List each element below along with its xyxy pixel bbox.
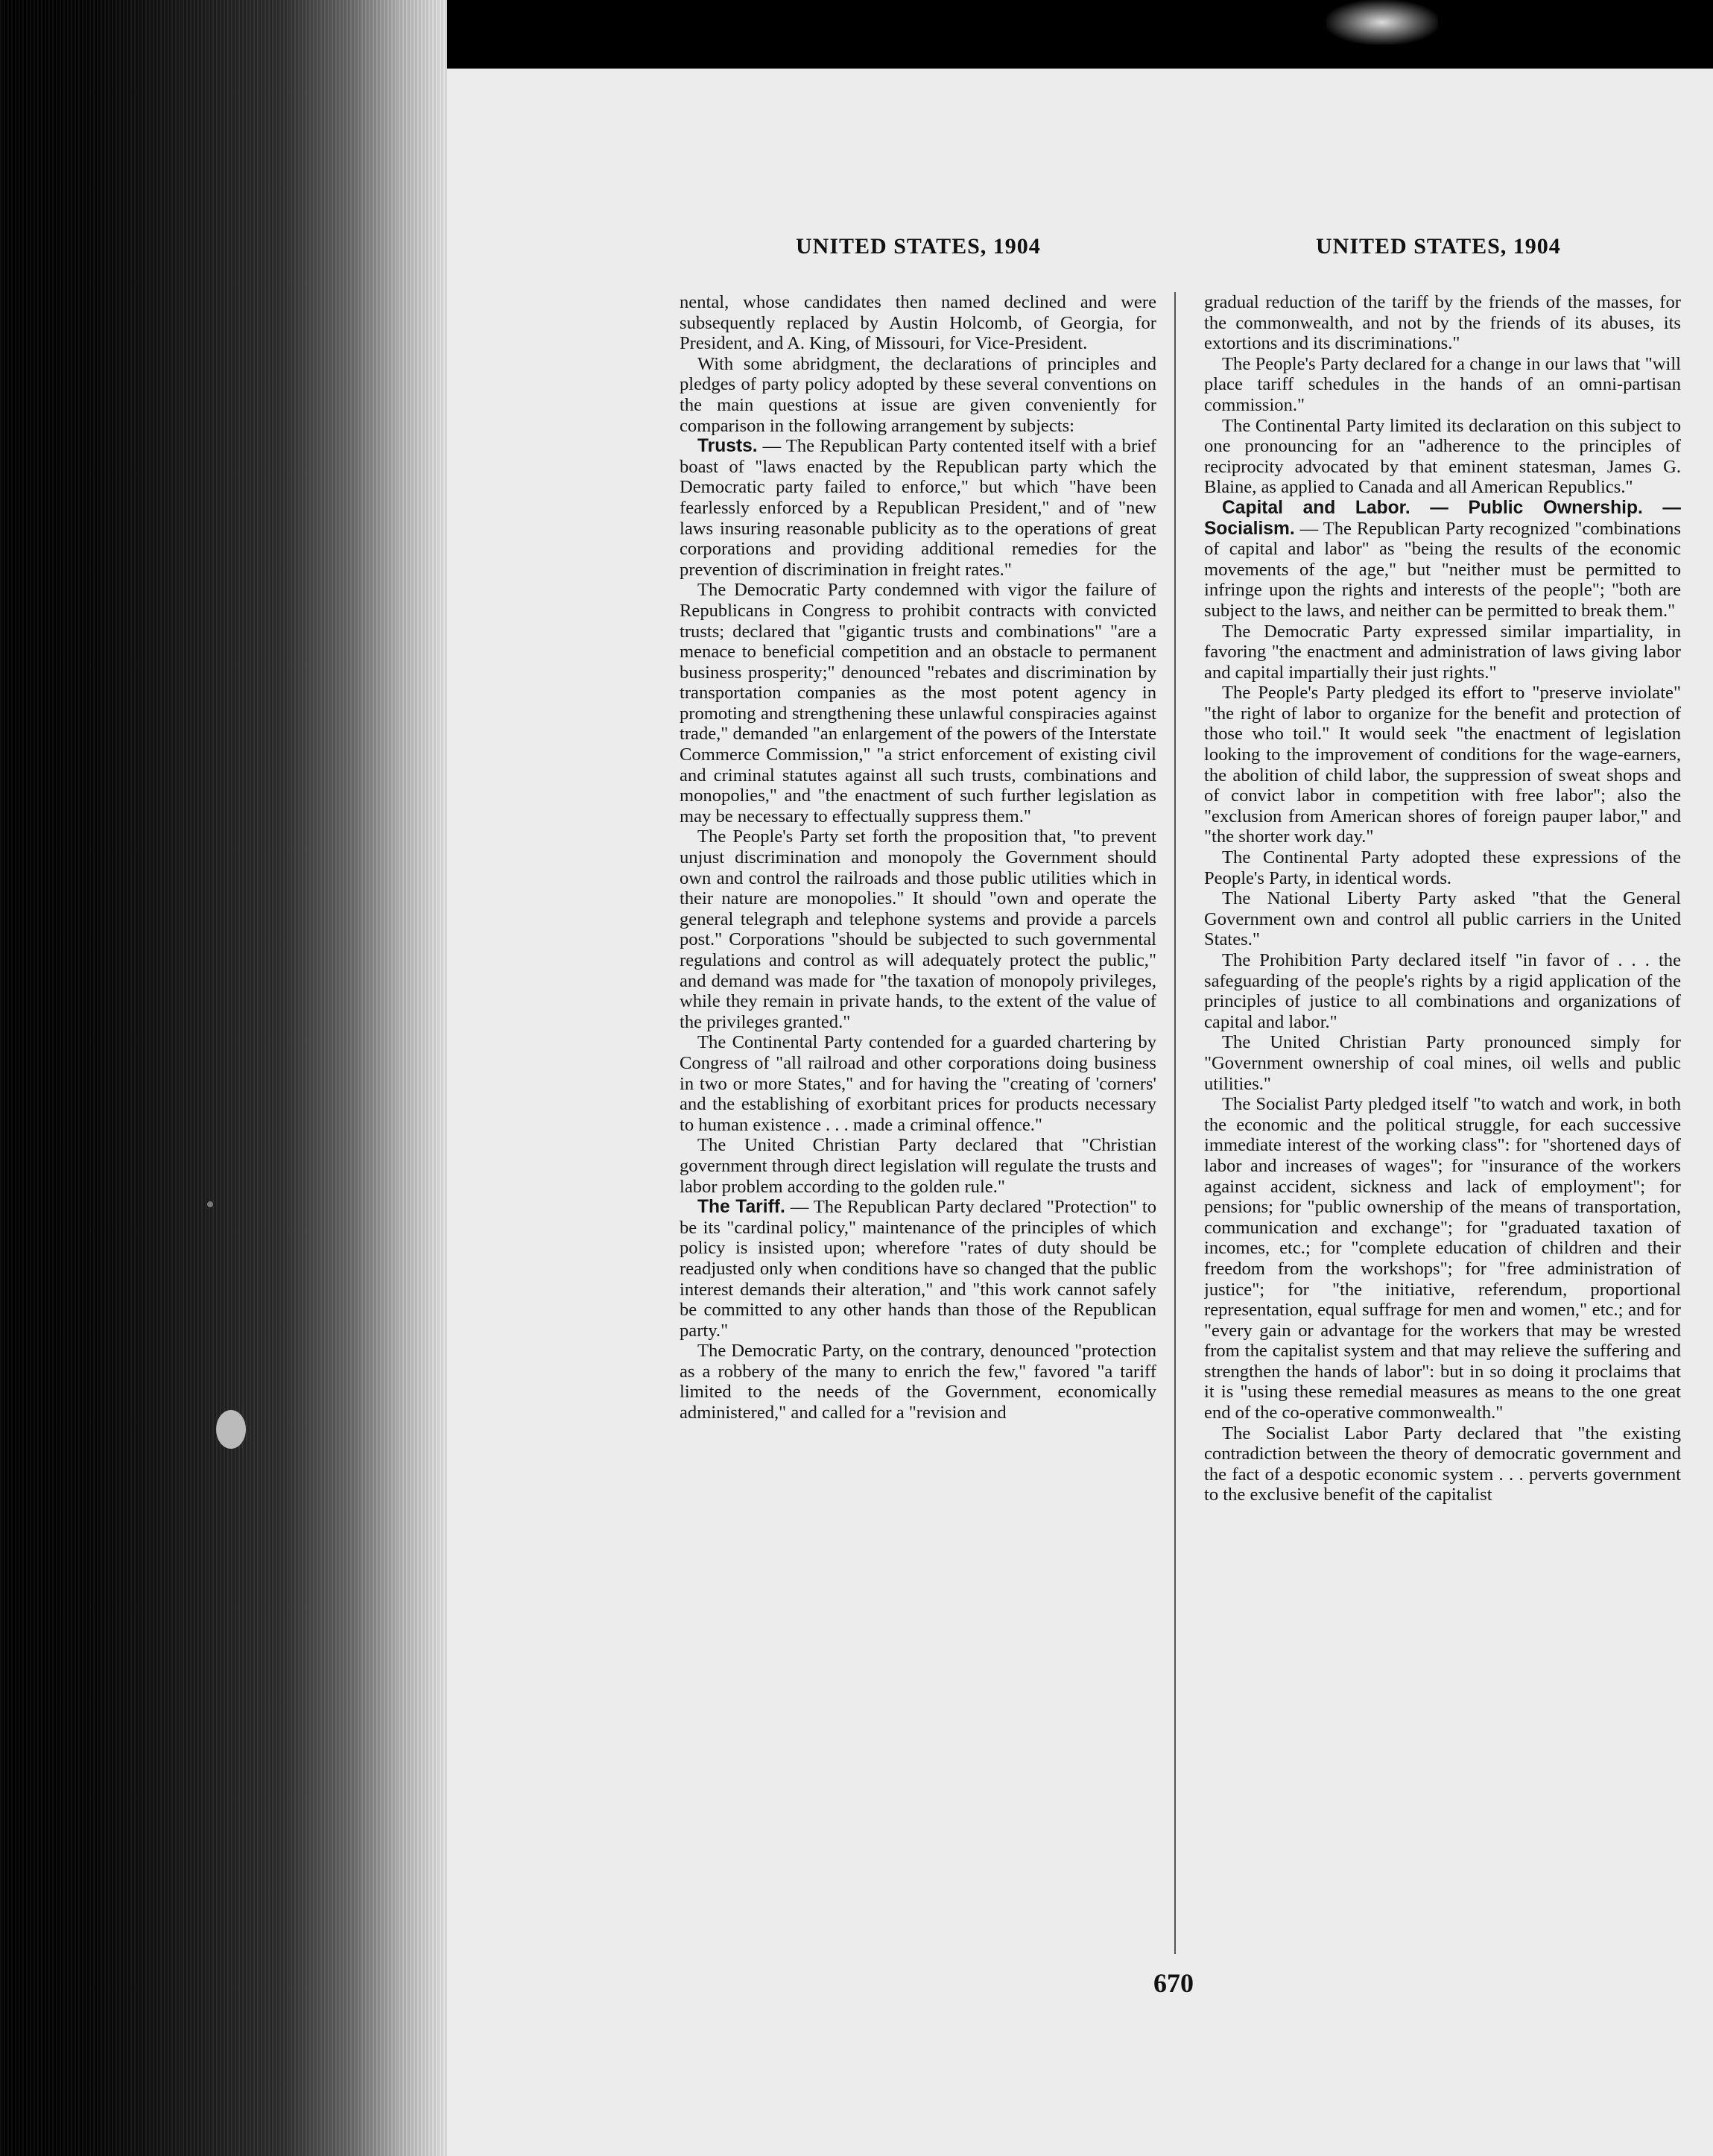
paragraph-text: — The Republican Party recognized "combinations of capital and labor" as "being the results of the economic movements of the age," but "neither must be permitted to infringe upon the rights and interests of the people"; "both are subject to the laws, and neither can be permitted to break them." — [1204, 518, 1681, 621]
paragraph-text: The Prohibition Party declared itself "in favor of . . . the safeguarding of the people's rights by a rigid application of the principles of justice to all combinations and organizations of capital and labor." — [1204, 950, 1681, 1032]
paragraph-text: The Socialist Party pledged itself "to watch and work, in both the economic and the political struggle, for each successive immediate interest of the working class": for "shortened days of labor and increases of wages"; for "insurance of the workers against accident, sickness and lack of employment"; for pensions; for "public ownership of the means of transportation, communication and exchange"; for "graduated taxation of incomes, etc.; for "complete education of children and their freedom from the workshops"; for "free administration of justice"; for "the initiative, referendum, proportional representation, equal suffrage for men and women," etc.; and for "every gain or advantage for the workers that may be wrested from the capitalist system and that may relieve the suffering and strengthen the hands of labor": but in so doing it proclaims that it is "using these remedial measures as means to the one great end of the co-operative commonwealth." — [1204, 1094, 1681, 1423]
paragraph-text: — The Republican Party declared "Protection" to be its "cardinal policy," maintenance of the principles of which policy is insisted upon; wherefore "rates of duty should be readjusted only when conditions have so changed that the public interest demands their alteration," and "this work cannot safely be committed to any other hands than those of the Republican party." — [680, 1197, 1156, 1341]
paragraph — [1204, 1032, 1681, 1094]
paragraph-text: The Socialist Labor Party declared that "the existing contradiction between the theory of democratic government and the fact of a despotic economic system . . . perverts government to the exclusive benefit of the capitalist — [1204, 1423, 1681, 1505]
paragraph-text: The People's Party set forth the proposition that, "to prevent unjust discrimination and monopoly the Government should own and control the railroads and those public utilities which in their nature are monopolies." It should "own and operate the general telegraph and telephone systems and provide a parcels post." Corporations "should be subjected to such governmental regulations and control as will adequately protect the public," and demand was made for "the taxation of monopoly privileges, while they remain in private hands, to the extent of the value of the privileges granted." — [680, 826, 1156, 1032]
paragraph — [680, 292, 1156, 354]
paragraph-text: The National Liberty Party asked "that the General Government own and control all public carriers in the United States." — [1204, 888, 1681, 950]
paragraph — [680, 1341, 1156, 1423]
paragraph-text: gradual reduction of the tariff by the friends of the masses, for the commonwealth, and not by the friends of its abuses, its extortions and its discriminations." — [1204, 292, 1681, 354]
section-heading: The Tariff. — [697, 1197, 785, 1218]
paragraph — [680, 826, 1156, 1032]
section-heading: Trusts. — [697, 436, 758, 457]
paragraph — [680, 580, 1156, 826]
paragraph-text: The Democratic Party expressed similar impartiality, in favoring "the enactment and administration of laws giving labor and capital impartially their just rights." — [1204, 621, 1681, 683]
paragraph — [680, 1197, 1156, 1341]
paragraph-text: The United Christian Party pronounced simply for "Government ownership of coal mines, oil wells and public utilities." — [1204, 1032, 1681, 1094]
paragraph-text: The Continental Party contended for a guarded chartering by Congress of "all railroad and other corporations doing business in two or more States," and for having the "creating of 'corners' and the establishing of exorbitant prices for products necessary to human existence . . . made a criminal offence." — [680, 1032, 1156, 1135]
scan-speck — [207, 1201, 213, 1207]
paragraph — [680, 436, 1156, 580]
paragraph — [680, 1032, 1156, 1135]
paragraph — [1204, 1094, 1681, 1423]
paragraph — [1204, 1423, 1681, 1505]
paragraph — [1204, 683, 1681, 847]
paragraph — [1204, 950, 1681, 1032]
paragraph-text: — The Republican Party contented itself with a brief boast of "laws enacted by the Republican party which the Democratic party failed to enforce," but which "have been fearlessly enforced by a Republican President," and of "new laws insuring reasonable publicity as to the operations of great corporations and providing additional remedies for the prevention of discrimination in freight rates." — [680, 436, 1156, 580]
paragraph-text: With some abridgment, the declarations of principles and pledges of party policy adopted by these several conventions on the main questions at issue are given conveniently for comparison in the following arrangement by subjects: — [680, 353, 1156, 436]
paragraph-text: The Continental Party adopted these expressions of the People's Party, in identical words. — [1204, 847, 1681, 888]
scan-left-edge — [0, 0, 447, 2156]
paragraph — [1204, 498, 1681, 622]
paragraph-text: nental, whose candidates then named declined and were subsequently replaced by Austin Holcomb, of Georgia, for President, and A. King, of Missouri, for Vice-President. — [680, 292, 1156, 354]
scan-blemish — [216, 1410, 246, 1449]
paragraph-text: The Democratic Party condemned with vigor the failure of Republicans in Congress to prohibit contracts with convicted trusts; declared that "gigantic trusts and combinations" "are a menace to beneficial competition and an obstacle to permanent business prosperity;" denounced "rebates and discrimination by transportation companies as the most potent agency in promoting and strengthening these unlawful conspiracies against trade," demanded "an enlargement of the powers of the Interstate Commerce Commission," "a strict enforcement of existing civil and criminal statutes against all such trusts, combinations and monopolies," and "the enactment of such further legislation as may be necessary to effectually suppress them." — [680, 580, 1156, 826]
paragraph — [680, 354, 1156, 436]
section-heading: Capital and Labor. — Public Ownership. — Socialism. — [1204, 497, 1681, 539]
paragraph-text: The People's Party pledged its effort to "preserve inviolate" "the right of labor to organize for the benefit and protection of those who toil." It would seek "the enactment of legislation looking to the improvement of conditions for the wage-earners, the abolition of child labor, the suppression of sweat shops and of convict labor in competition with free labor"; also the "exclusion from American shores of foreign pauper labor," and "the shorter work day." — [1204, 683, 1681, 847]
running-header-right: UNITED STATES, 1904 — [1316, 234, 1561, 259]
paragraph-text: The Democratic Party, on the contrary, denounced "protection as a robbery of the many to enrich the few," favored "a tariff limited to the needs of the Government, economically administered," and called for a "revision and — [680, 1341, 1156, 1423]
column-rule — [1174, 292, 1176, 1954]
document-page — [447, 69, 1713, 2156]
text-column-right — [1204, 292, 1681, 1954]
paragraph-text: The Continental Party limited its declaration on this subject to one pronouncing for an "adherence to the principles of reciprocity advocated by that eminent statesman, James G. Blaine, as applied to Canada and all American Republics." — [1204, 415, 1681, 498]
paragraph — [1204, 622, 1681, 683]
paragraph — [1204, 292, 1681, 354]
paragraph — [680, 1135, 1156, 1197]
paragraph-text: The People's Party declared for a change in our laws that "will place tariff schedules in the hands of an omni-partisan commission." — [1204, 353, 1681, 415]
text-column-left — [680, 292, 1156, 1954]
paragraph — [1204, 888, 1681, 950]
paragraph — [1204, 416, 1681, 498]
paragraph — [1204, 354, 1681, 416]
paragraph — [1204, 847, 1681, 888]
scan-glare — [1326, 0, 1438, 45]
paragraph-text: The United Christian Party declared that "Christian government through direct legislation will regulate the trusts and labor problem according to the golden rule." — [680, 1135, 1156, 1197]
running-header-left: UNITED STATES, 1904 — [796, 234, 1041, 259]
page-number: 670 — [1153, 1968, 1194, 1998]
